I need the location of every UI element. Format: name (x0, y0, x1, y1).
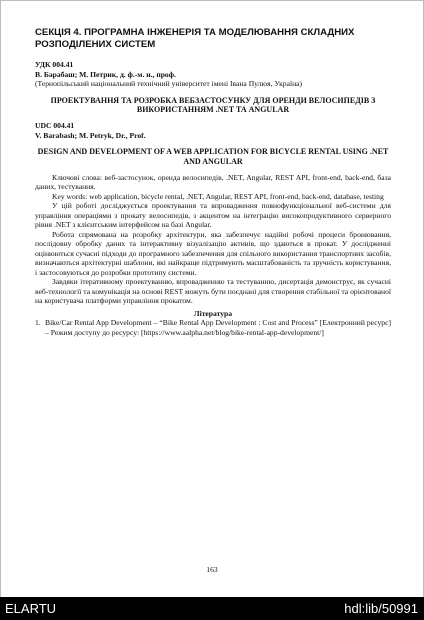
udc-ua: УДК 004.41 (35, 60, 74, 69)
reference-number: 1. (35, 318, 41, 328)
paragraph-2: Робота спрямована на розробку архітектури, яка забезпечує надійні робочі процеси бронювання, послідовну обробку даних та інтерактивну візуалізацію активів, що здаються в прокат. У дослідженні оцінюються сучасні підходи до програмного забезпечення для спільного використання транспортних засобів, визначаються архітектурні шаблони, які найкраще підтримують масштабованість та зручність користування, і застосовуються до розробки прототипу системи. (35, 229, 391, 277)
document-page (35, 27, 391, 337)
paragraph-1: У цій роботі досліджується проектування та впровадження повнофункціональної веб-системи для управління операціями з прокату велосипедів, з акцентом на інтеграцію високопродуктивного серверного рівня .NET з клієнтським інтерфейсом на базі Angular. (35, 201, 391, 230)
keywords-en: Key words: web application, bicycle rental, .NET, Angular, REST API, front-end, back-end, database, testing (52, 191, 384, 201)
affiliation-ua: (Тернопільський національний технічний університет імені Івана Пулюя, Україна) (35, 79, 303, 88)
keywords-ua: Ключові слова: веб-застосунок, оренда велосипедів, .NET, Angular, REST API, front-end, back-end, база даних, тестування. (35, 172, 391, 192)
references-heading: Література (193, 308, 233, 318)
footer-repository-label: ELARTU (5, 601, 57, 616)
page-number: 163 (206, 565, 218, 574)
paragraph-3: Завдяки ітеративному проектуванню, впровадженню та тестуванню, дисертація демонструє, як сучасні веб-технології та комунікація на основі REST можуть бути поєднані для створення стабільної та орієнтованої на користувача платформи управління прокатом. (35, 277, 391, 306)
title-ua: ПРОЕКТУВАННЯ ТА РОЗРОБКА ВЕБЗАСТОСУНКУ ДЛЯ ОРЕНДИ ВЕЛОСИПЕДІВ З ВИКОРИСТАННЯМ .NET ТА ANGULAR (50, 95, 376, 115)
title-en: DESIGN AND DEVELOPMENT OF A WEB APPLICATION FOR BICYCLE RENTAL USING .NET AND ANGULAR (37, 147, 389, 166)
footer-bar (0, 597, 424, 620)
udc-en: UDC 004.41 (35, 121, 75, 131)
authors-ua: В. Барабаш; М. Петрик, д. ф.-м. н., проф. (35, 69, 176, 79)
reference-text: Bike/Car Rental App Development – “Bike Rental App Development : Cost and Process” [Електронний ресурс] – Режим доступу до ресурсу: [https://www.aalpha.net/blog/bike-rental-app-development/] (45, 318, 391, 337)
authors-en: V. Barabash; M. Petryk, Dr., Prof. (35, 130, 146, 140)
section-heading: СЕКЦІЯ 4. ПРОГРАМНА ІНЖЕНЕРІЯ ТА МОДЕЛЮВАННЯ СКЛАДНИХ РОЗПОДІЛЕНИХ СИСТЕМ (35, 27, 355, 50)
footer-handle: hdl:lib/50991 (344, 601, 418, 616)
reference-item (35, 318, 391, 337)
